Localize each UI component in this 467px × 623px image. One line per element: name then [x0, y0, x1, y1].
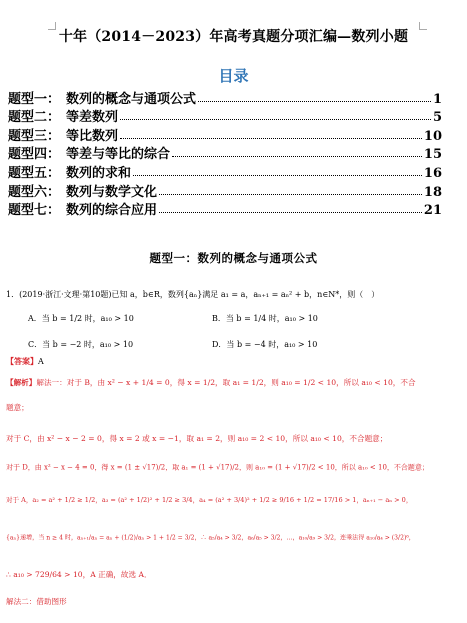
toc-item-page: 15 [423, 147, 442, 163]
analysis-line [6, 378, 416, 388]
analysis-line: ∴ a₁₀ > 729/64 > 10，A 正确，故选 A． [6, 570, 152, 579]
option-d: D．当 b = −4 时，a₁₀ > 10 [212, 340, 318, 349]
toc-item-label: 数列的概念与通项公式 [66, 91, 197, 107]
toc-leader [198, 101, 431, 102]
toc-item-label: 数列与数学文化 [66, 184, 158, 200]
toc-item[interactable] [8, 125, 442, 144]
toc-item[interactable] [8, 200, 442, 219]
toc-leader [159, 212, 422, 213]
analysis-line: 对于 C，由 x² − x − 2 = 0，得 x = 2 或 x = −1，取 a₁ = 2，则 a₁₀ = 2 < 10，所以 a₁₀ < 10，不合题意； [6, 434, 388, 443]
toc-heading: 目录 [218, 67, 249, 85]
toc-item-tag: 题型六： [8, 184, 61, 200]
toc-item-tag: 题型二： [8, 110, 61, 126]
toc-item-tag: 题型三： [8, 128, 61, 144]
option-b: B．当 b = 1/4 时，a₁₀ > 10 [212, 314, 318, 323]
answer-value: A [38, 357, 44, 366]
toc-item-page: 5 [432, 110, 442, 126]
toc-item-page: 18 [423, 184, 442, 200]
toc-leader [172, 156, 422, 157]
question-stem: 1．(2019·浙江·文理·第10题)已知 a，b∈R，数列{aₙ}满足 a₁ = a，aₙ₊₁ = aₙ² + b，n∈N*，则（ ） [6, 290, 380, 299]
toc-item[interactable] [8, 181, 442, 200]
analysis-line: {aₙ}递增，当 n ≥ 4 时，aₙ₊₁/aₙ = aₙ + (1/2)/aₙ > 1 + 1/2 = 3/2，∴ a₅/a₄ > 3/2，a₆/a₅ > 3/2，…，a₁₀/a₉ > 3/2，连乘法得 a₁₀/a₄ > (3/2)⁶， [6, 534, 415, 542]
option-a: A．当 b = 1/2 时，a₁₀ > 10 [28, 314, 134, 323]
analysis-line: 对于 A，a₂ = a² + 1/2 ≥ 1/2，a₃ = (a² + 1/2)² + 1/2 ≥ 3/4，a₄ = (a² + 3/4)² + 1/2 ≥ 9/16 + 1/2 = 17/16 > 1，aₙ₊₁ − aₙ > 0， [6, 496, 413, 504]
toc-leader [120, 119, 431, 120]
toc-item-label: 等比数列 [66, 128, 119, 144]
toc-item-page: 10 [423, 128, 442, 144]
analysis-line: 题意； [6, 403, 29, 412]
answer-tag: 【答案】 [6, 356, 38, 366]
toc-item-page: 21 [423, 203, 442, 219]
toc-item-tag: 题型五： [8, 165, 61, 181]
toc-item-page: 1 [432, 91, 442, 107]
analysis-tag: 【解析】 [6, 378, 37, 387]
analysis-text: 解法一：对于 B，由 x² − x + 1/4 = 0，得 x = 1/2，取 a₁ = 1/2，则 a₁₀ = 1/2 < 10，所以 a₁₀ < 10，不合 [36, 378, 416, 387]
section-title: 题型一：数列的概念与通项公式 [149, 251, 318, 265]
toc-leader [159, 194, 422, 195]
toc-item-label: 等差与等比的综合 [66, 147, 171, 163]
toc-item[interactable] [8, 162, 442, 181]
analysis-line: 解法二：借助图形 [6, 597, 67, 606]
option-c: C．当 b = −2 时，a₁₀ > 10 [28, 340, 134, 349]
toc-item[interactable] [8, 88, 442, 107]
table-of-contents [8, 88, 442, 218]
toc-item-label: 数列的求和 [66, 165, 132, 181]
toc-leader [120, 138, 422, 139]
toc-item-tag: 题型一： [8, 91, 61, 107]
analysis-line: 对于 D，由 x² − x − 4 = 0，得 x = (1 ± √17)/2，取 a₁ = (1 + √17)/2，则 a₁₀ = (1 + √17)/2 < 10，所以 a₁₀ < 10，不合题意； [6, 463, 429, 472]
answer-line [6, 356, 44, 368]
toc-item[interactable] [8, 107, 442, 126]
toc-item-tag: 题型七： [8, 203, 61, 219]
toc-item[interactable] [8, 144, 442, 163]
document-title: 十年（2014－2023）年高考真题分项汇编—数列小题 [58, 29, 409, 45]
toc-item-tag: 题型四： [8, 147, 61, 163]
toc-item-label: 数列的综合应用 [66, 203, 158, 219]
toc-item-page: 16 [423, 165, 442, 181]
toc-item-label: 等差数列 [66, 110, 119, 126]
toc-leader [133, 175, 422, 176]
